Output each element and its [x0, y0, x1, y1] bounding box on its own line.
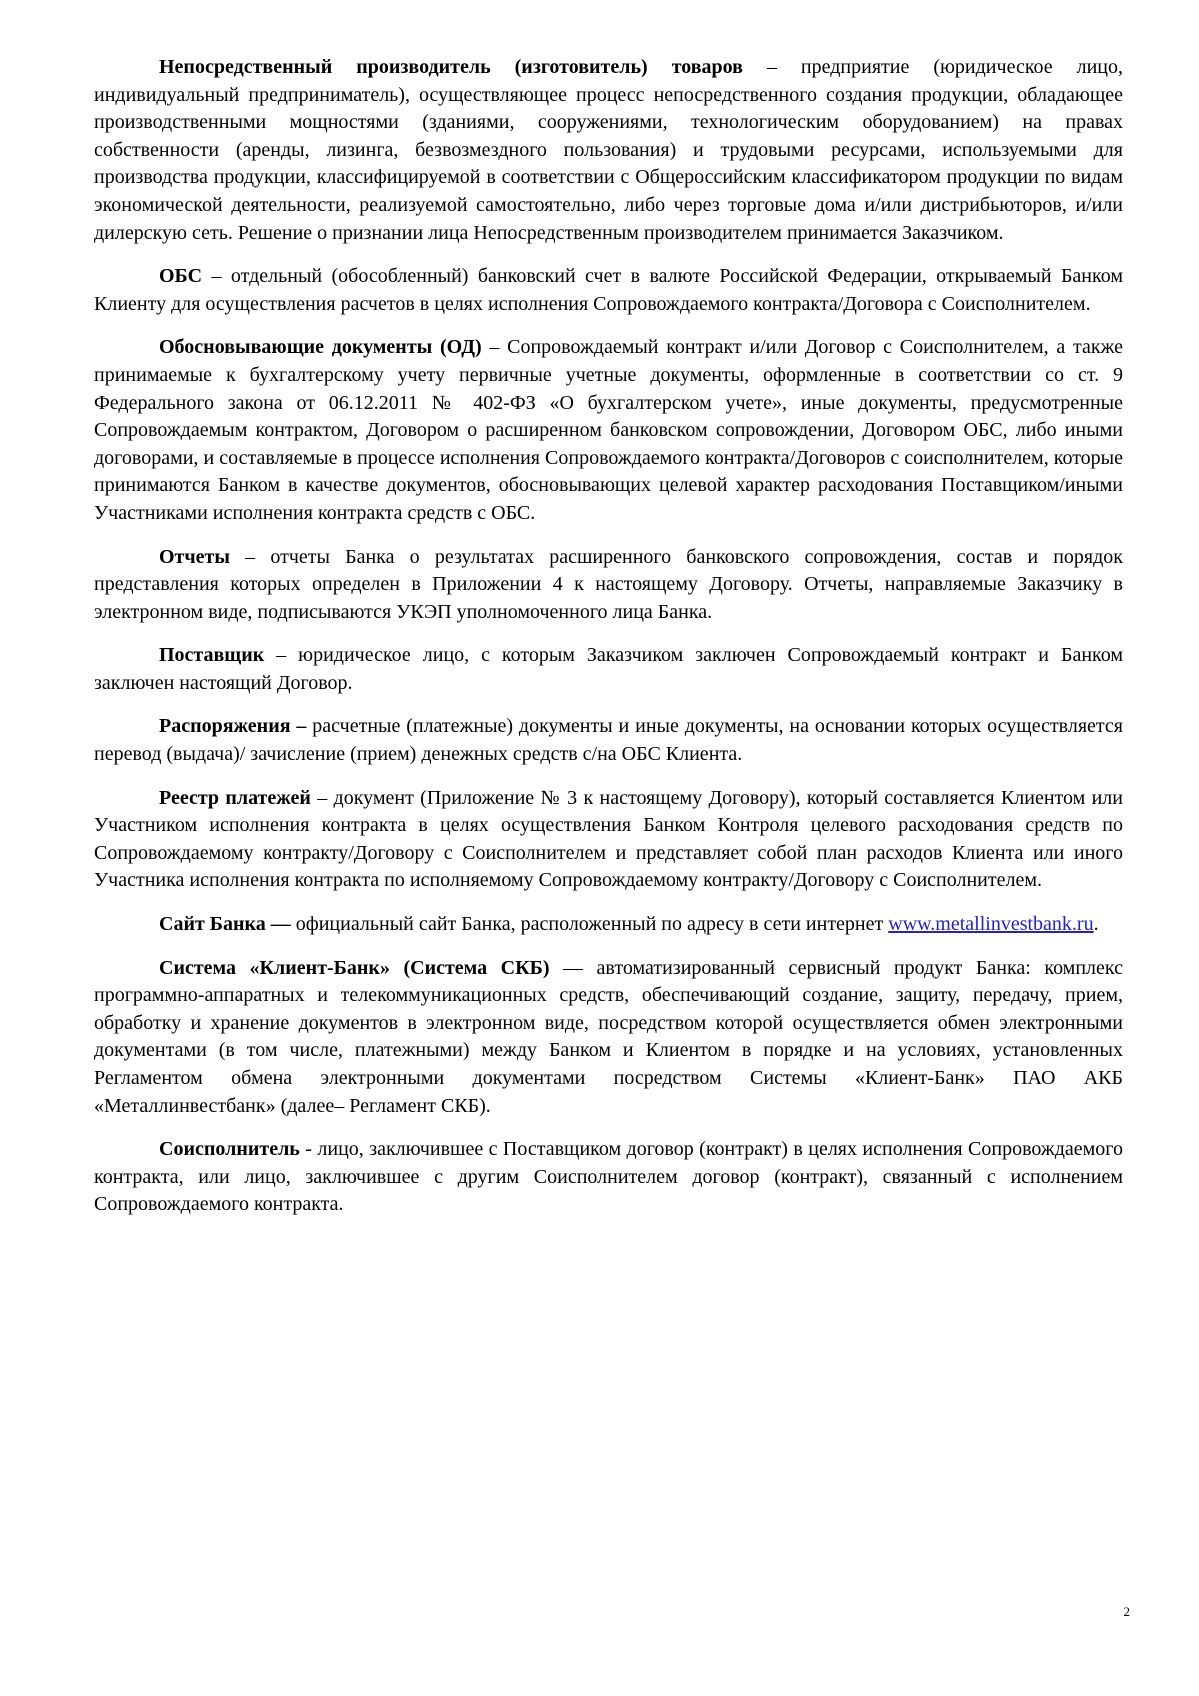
term-justifying-documents: Обосновывающие документы (ОД): [159, 336, 482, 359]
definition-text: – Сопровождаемый контракт и/или Договор с Соисполнителем, а также принимаемые к бухгалтерскому учету первичные учетные документы, оформленные в соответствии со ст. 9 Федерального закона от 06.12.2011 № 402-ФЗ «О бухгалтерском учете», иные документы, предусмотренные Сопровождаемым контрактом, Договором о расширенном банковском сопровождении, Договором ОБС, либо иными договорами, и составляемые в процессе исполнения Сопровождаемого контракта/Договоров с соисполнителем, которые принимаются Банком в качестве документов, обосновывающих целевой характер расходования Поставщиком/иными Участниками исполнения контракта средств с ОБС.: [94, 336, 1123, 524]
definition-text: .: [1093, 913, 1099, 936]
definition-reports: [94, 544, 1123, 627]
definition-text: - лицо, заключившее с Поставщиком договор (контракт) в целях исполнения Сопровождаемого контракта, или лицо, заключившее с другим Соисполнителем договор (контракт), связанный с исполнением Сопровождаемого контракта.: [94, 1138, 1123, 1216]
definition-orders: [94, 713, 1123, 768]
definition-justifying-documents: [94, 334, 1123, 527]
term-orders: Распоряжения –: [159, 715, 307, 738]
term-obs: ОБС: [159, 265, 203, 288]
definition-text: официальный сайт Банка, расположенный по адресу в сети интернет: [290, 913, 889, 936]
definition-supplier: [94, 642, 1123, 697]
definition-text: — автоматизированный сервисный продукт Банка: комплекс программно-аппаратных и телекоммуникационных средств, обеспечивающий создание, защиту, передачу, прием, обработку и хранение документов в электронном виде, посредством которой осуществляется обмен электронными документами (в том числе, платежными) между Банком и Клиентом в порядке и на условиях, установленных Регламентом обмена электронными документами посредством Системы «Клиент-Банк» ПАО АКБ «Металлинвестбанк» (далее– Регламент СКБ).: [94, 956, 1123, 1117]
definition-text: – отчеты Банка о результатах расширенного банковского сопровождения, состав и порядок представления которых определен в Приложении 4 к настоящему Договору. Отчеты, направляемые Заказчику в электронном виде, подписываются УКЭП уполномоченного лица Банка.: [94, 545, 1123, 623]
term-supplier: Поставщик: [159, 644, 265, 667]
page-number: 2: [1123, 1604, 1130, 1619]
term-direct-producer: Непосредственный производитель (изготовитель) товаров: [159, 56, 743, 78]
definition-text: – предприятие (юридическое лицо, индивидуальный предприниматель), осуществляющее процесс непосредственного создания продукции, обладающее производственными мощностями (зданиями, сооружениями, технологическим оборудованием) на правах собственности (аренды, лизинга, безвозмездного пользования) и трудовыми ресурсами, используемыми для производства продукции, классифицируемой в соответствии с Общероссийским классификатором продукции по видам экономической деятельности, реализуемой самостоятельно, либо через торговые дома и/или дистрибьюторов, и/или дилерскую сеть. Решение о признании лица Непосредственным производителем принимается Заказчиком.: [94, 56, 1123, 244]
term-client-bank-system: Система «Клиент-Банк» (Система СКБ): [159, 956, 550, 979]
term-payment-register: Реестр платежей: [159, 786, 311, 809]
definition-obs: [94, 263, 1123, 318]
definition-client-bank-system: [94, 955, 1123, 1121]
definition-co-executor: [94, 1136, 1123, 1219]
bank-website-link[interactable]: www.metallinvestbank.ru: [888, 913, 1094, 936]
term-co-executor: Соисполнитель: [159, 1138, 300, 1161]
term-bank-site: Сайт Банка —: [159, 913, 291, 936]
definition-direct-producer: [94, 54, 1123, 247]
definition-payment-register: [94, 785, 1123, 895]
definition-text: – отдельный (обособленный) банковский счет в валюте Российской Федерации, открываемый Банком Клиенту для осуществления расчетов в целях исполнения Сопровождаемого контракта/Договора с Соисполнителем.: [94, 265, 1123, 315]
definition-text: расчетные (платежные) документы и иные документы, на основании которых осуществляется перевод (выдача)/ зачисление (прием) денежных средств с/на ОБС Клиента.: [94, 715, 1123, 766]
definition-text: – документ (Приложение № 3 к настоящему Договору), который составляется Клиентом или Участником исполнения контракта в целях осуществления Банком Контроля целевого расходования средств по Сопровождаемому контракту/Договору с Соисполнителем и представляет собой план расходов Клиента или иного Участника исполнения контракта по исполняемому Сопровождаемому контракту/Договору с Соисполнителем.: [94, 786, 1123, 892]
definition-bank-site: [94, 911, 1123, 939]
term-reports: Отчеты: [159, 545, 230, 568]
definition-text: – юридическое лицо, с которым Заказчиком заключен Сопровождаемый контракт и Банком заключен настоящий Договор.: [94, 644, 1123, 694]
